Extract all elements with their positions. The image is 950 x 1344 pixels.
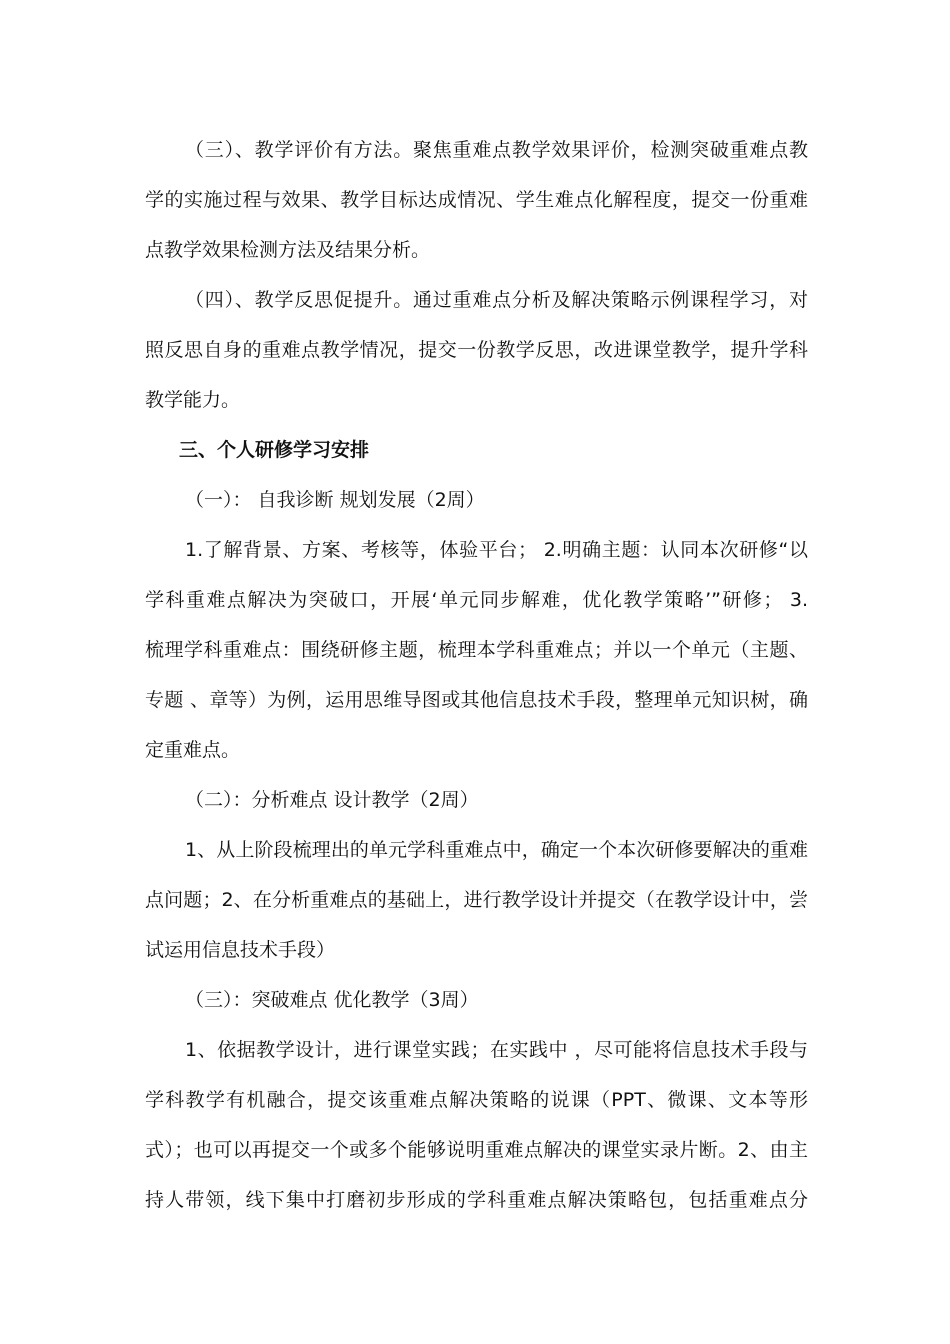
text-line: 1、依据教学设计，进行课堂实践；在实践中 ，尽可能将信息技术手段与 bbox=[185, 1039, 808, 1061]
text-line: 学科教学有机融合，提交该重难点解决策略的说课（PPT、微课、文本等形 bbox=[145, 1089, 808, 1111]
subsection-heading: （二）：分析难点 设计教学（2周） bbox=[185, 789, 479, 811]
text-line: 定重难点。 bbox=[145, 739, 241, 761]
document-page bbox=[145, 125, 808, 1225]
text-line: 持人带领，线下集中打磨初步形成的学科重难点解决策略包，包括重难点分 bbox=[145, 1189, 808, 1211]
text-line: 教学能力。 bbox=[145, 389, 241, 411]
paragraph bbox=[145, 125, 808, 275]
text-line: 照反思自身的重难点教学情况，提交一份教学反思，改进课堂教学，提升学科 bbox=[145, 339, 808, 361]
text-line: 专题 、章等）为例，运用思维导图或其他信息技术手段，整理单元知识树，确 bbox=[145, 689, 808, 711]
text-line: 梳理学科重难点：围绕研修主题，梳理本学科重难点；并以一个单元（主题、 bbox=[145, 639, 808, 661]
text-line: （四）、教学反思促提升。通过重难点分析及解决策略示例课程学习，对 bbox=[185, 289, 808, 311]
section-heading: 三、个人研修学习安排 bbox=[179, 439, 370, 461]
subsection-heading: （三）：突破难点 优化教学（3周） bbox=[185, 989, 479, 1011]
paragraph bbox=[145, 1025, 808, 1225]
paragraph bbox=[145, 825, 808, 975]
paragraph bbox=[145, 275, 808, 425]
subsection-heading: （一）： 自我诊断 规划发展（2周） bbox=[185, 489, 485, 511]
text-line: 式）；也可以再提交一个或多个能够说明重难点解决的课堂实录片断。2、由主 bbox=[145, 1139, 808, 1161]
text-line: 学的实施过程与效果、教学目标达成情况、学生难点化解程度，提交一份重难 bbox=[145, 189, 808, 211]
text-line: 1.了解背景、方案、考核等，体验平台； 2.明确主题：认同本次研修“以 bbox=[185, 539, 808, 561]
paragraph bbox=[145, 525, 808, 775]
text-line: 试运用信息技术手段） bbox=[145, 939, 336, 961]
text-line: （三）、教学评价有方法。聚焦重难点教学效果评价，检测突破重难点教 bbox=[185, 139, 808, 161]
text-line: 点问题；2、在分析重难点的基础上，进行教学设计并提交（在教学设计中，尝 bbox=[145, 889, 808, 911]
text-line: 学科重难点解决为突破口，开展‘单元同步解难，优化教学策略’”研修； 3. bbox=[145, 589, 808, 611]
text-line: 1、从上阶段梳理出的单元学科重难点中，确定一个本次研修要解决的重难 bbox=[185, 839, 808, 861]
text-line: 点教学效果检测方法及结果分析。 bbox=[145, 239, 431, 261]
